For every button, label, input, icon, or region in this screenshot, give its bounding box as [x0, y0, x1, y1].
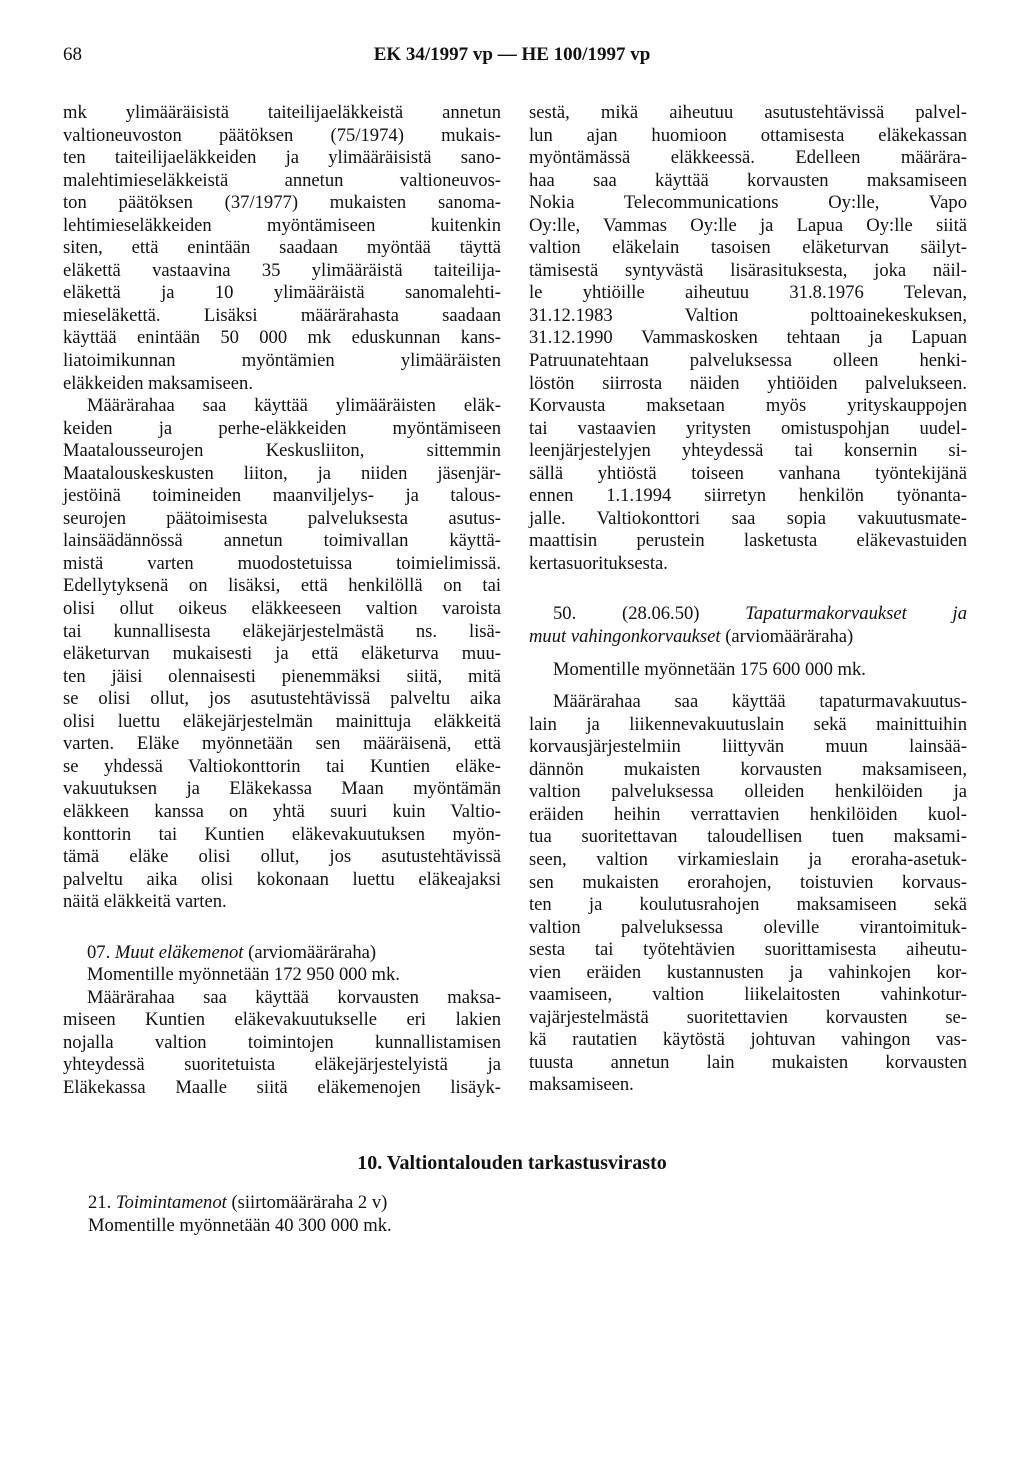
text-line: le yhtiöille aiheutuu 31.8.1976 Televan,	[529, 282, 967, 304]
text-line: tuusta annetun lain mukaisten korvausten	[529, 1051, 967, 1073]
item-title: Tapaturmakorvaukset ja	[745, 603, 967, 625]
text-line: 31.12.1983 Valtion polttoainekeskuksen,	[529, 304, 967, 326]
running-title: EK 34/1997 vp — HE 100/1997 vp	[373, 44, 651, 65]
text-line: lun ajan huomioon ottamisesta eläkekassan	[529, 124, 967, 146]
text-line: ton päätöksen (37/1977) mukaisten sanoma-	[63, 192, 501, 214]
text-line: se yhdessä Valtiokonttorin tai Kuntien eläke-	[63, 755, 501, 777]
text-line: lain ja liikennevakuutuslain sekä mainittuihin	[529, 713, 967, 735]
text-line: leenjärjestelyjen yhteydessä tai konsernin si-	[529, 440, 967, 462]
item-code: (28.06.50)	[622, 603, 700, 625]
text-line: seurojen päätoimisesta palveluksesta asutus-	[63, 507, 501, 529]
paragraph-gap	[63, 914, 501, 942]
text-line: mistä varten muodostetuissa toimielimissä.	[63, 552, 501, 574]
text-line: jestöinä toimineiden maanviljelys- ja talous-	[63, 485, 501, 507]
text-line: Korvausta maksetaan myös yrityskauppojen	[529, 395, 967, 417]
text-line: 31.12.1990 Vammaskosken tehtaan ja Lapuan	[529, 327, 967, 349]
text-line: lehtimieseläkkeiden myöntämiseen kuitenkin	[63, 214, 501, 236]
section-heading: 10. Valtiontalouden tarkastusvirasto	[357, 1152, 667, 1174]
text-line: tua suoritettavan taloudellisen tuen maksami-	[529, 826, 967, 848]
text-line: Oy:lle, Vammas Oy:lle ja Lapua Oy:lle siitä	[529, 214, 967, 236]
text-line: vien eräiden kustannusten ja vahinkojen kor-	[529, 961, 967, 983]
text-line: nojalla valtion toimintojen kunnallistamisen	[63, 1031, 501, 1053]
paragraph-gap	[529, 681, 967, 691]
item-number: 21.	[88, 1192, 112, 1213]
item-title: Muut eläkemenot	[114, 941, 244, 963]
text-line: palveltu aika olisi kokonaan luettu eläkeajaksi	[63, 868, 501, 890]
text-line: keiden ja perhe-eläkkeiden myöntämiseen	[63, 417, 501, 439]
text-line: vaamiseen, valtion liikelaitosten vahinkotur-	[529, 984, 967, 1006]
item-appropriation: Momentille myönnetään 40 300 000 mk.	[88, 1214, 392, 1236]
text-line: malehtimieseläkkeistä annetun valtioneuvos-	[63, 169, 501, 191]
text-line: valtion palveluksessa olleiden henkilöiden ja	[529, 781, 967, 803]
text-line: dännön mukaisten korvausten maksamiseen,	[529, 758, 967, 780]
text-line: tämä eläke olisi ollut, jos asutustehtävissä	[63, 846, 501, 868]
text-line: Määrärahaa saa käyttää ylimääräisten eläk-	[87, 395, 501, 417]
item-heading-line	[529, 626, 967, 649]
text-line: Määrärahaa saa käyttää korvausten maksa-	[87, 986, 501, 1008]
text-line: kä rautatien käytöstä johtuvan vahingon vas-	[529, 1029, 967, 1051]
item-number: 07.	[87, 941, 111, 963]
text-line: olisi luettu eläkejärjestelmän mainittuja eläkkeitä	[63, 710, 501, 732]
text-line: mk ylimääräisistä taiteilijaeläkkeistä annetun	[63, 102, 501, 123]
text-line: Momentille myönnetään 172 950 000 mk.	[87, 964, 400, 986]
text-line: Maatalousseurojen Keskusliiton, sittemmin	[63, 440, 501, 462]
text-line: Maatalouskeskusten liiton, ja niiden jäsenjär-	[63, 462, 501, 484]
text-line: myöntämässä eläkkeessä. Edelleen määrära-	[529, 147, 967, 169]
text-line: haa saa käyttää korvausten maksamiseen	[529, 169, 967, 191]
text-line: vajärjestelmästä suoritettavien korvausten se-	[529, 1006, 967, 1028]
text-line: korvausjärjestelmiin liittyvän muun lainsää-	[529, 736, 967, 758]
text-line: eläketurvan mukaisesti ja että eläketurva muu-	[63, 643, 501, 665]
item-type: (siirtomääräraha 2 v)	[231, 1192, 388, 1213]
page-header	[0, 44, 1024, 74]
left-column	[63, 102, 501, 1100]
text-line: ten jäisi olennaisesti pienemmäksi siitä, mitä	[63, 665, 501, 687]
paragraph-gap	[529, 575, 967, 603]
text-line: ten taiteilijaeläkkeiden ja ylimääräisistä sano-	[63, 147, 501, 169]
text-line: siten, että enintään saadaan myöntää täyttä	[63, 237, 501, 259]
text-line: käyttää enintään 50 000 mk eduskunnan kans-	[63, 327, 501, 349]
text-line: Eläkekassa Maalle siitä eläkemenojen lisäyk-	[63, 1076, 501, 1098]
text-line: miseen Kuntien eläkevakuutukselle eri lakien	[63, 1009, 501, 1031]
appropriation-item-21	[88, 1192, 392, 1237]
text-line: yhteydessä suoritetuista eläkejärjestelyistä ja	[63, 1054, 501, 1076]
text-line: ennen 1.1.1994 siirretyn henkilön työnanta-	[529, 485, 967, 507]
text-line: eläkkeiden maksamiseen.	[63, 372, 253, 394]
text-line: tai kunnallisesta eläkejärjestelmästä ns. lisä-	[63, 620, 501, 642]
item-number: 50.	[553, 603, 577, 625]
text-line: löstön siirrosta näiden yhtiöiden palvelukseen.	[529, 372, 967, 394]
text-line: eläkettä vastaavina 35 ylimääräistä taiteilija-	[63, 259, 501, 281]
text-line: konttorin tai Kuntien eläkevakuutuksen myön-	[63, 823, 501, 845]
text-line: Momentille myönnetään 175 600 000 mk.	[553, 658, 866, 680]
text-line: kertasuorituksesta.	[529, 552, 668, 574]
text-line: jalle. Valtiokonttori saa sopia vakuutusmate-	[529, 507, 967, 529]
paragraph-gap	[529, 649, 967, 659]
text-line: valtion palveluksessa oleville virantoimituk-	[529, 916, 967, 938]
text-line: olisi ollut oikeus eläkkeeseen valtion varoista	[63, 598, 501, 620]
text-line: sällä yhtiöstä toiseen vanhana työntekijänä	[529, 462, 967, 484]
text-line: tämisestä syntyvästä lisärasituksesta, joka näil-	[529, 259, 967, 281]
text-line: Määrärahaa saa käyttää tapaturmavakuutus-	[553, 691, 967, 713]
text-line: Patruunatehtaan palveluksessa olleen henki-	[529, 350, 967, 372]
text-line: sen mukaisten erorahojen, toistuvien korvaus-	[529, 871, 967, 893]
text-line: seen, valtion virkamieslain ja eroraha-asetuk-	[529, 848, 967, 870]
item-heading-line	[529, 603, 967, 626]
text-line: näitä eläkkeitä varten.	[63, 891, 227, 913]
text-line: tai vastaavien yritysten omistuspohjan uudel-	[529, 417, 967, 439]
item-title: Toimintamenot	[115, 1192, 227, 1213]
item-type: (arviomääräraha)	[725, 626, 854, 648]
text-line: varten. Eläke myönnetään sen määräisenä, että	[63, 733, 501, 755]
item-type: (arviomääräraha)	[248, 941, 377, 963]
text-line: liatoimikunnan myöntämien ylimääräisten	[63, 350, 501, 372]
item-title: muut vahingonkorvaukset	[529, 626, 721, 648]
text-line: eräiden heihin verrattavien henkilöiden kuol-	[529, 803, 967, 825]
text-line: Nokia Telecommunications Oy:lle, Vapo	[529, 192, 967, 214]
right-column	[529, 102, 967, 1097]
text-line: lainsäädännössä annetun toimivallan käyttä-	[63, 530, 501, 552]
page-number: 68	[63, 44, 82, 65]
text-line: maattisin perustein lasketusta eläkevastuiden	[529, 530, 967, 552]
text-line: vakuutuksen ja Eläkekassa Maan myöntämän	[63, 778, 501, 800]
text-line: valtioneuvoston päätöksen (75/1974) mukais-	[63, 124, 501, 146]
text-line: se olisi ollut, jos asutustehtävissä palveltu aika	[63, 688, 501, 710]
text-line: ten ja koulutusrahojen maksamiseen sekä	[529, 894, 967, 916]
text-line: eläkettä ja 10 ylimääräistä sanomalehti-	[63, 282, 501, 304]
text-line: mieseläkettä. Lisäksi määrärahasta saadaan	[63, 304, 501, 326]
item-heading	[88, 1192, 392, 1215]
item-heading-line	[63, 942, 501, 965]
text-line: eläkkeen kanssa on yhtä suuri kuin Valtio-	[63, 800, 501, 822]
text-line: sestä, mikä aiheutuu asutustehtävissä palvel-	[529, 102, 967, 123]
text-line: sesta tai työtehtävien suorittamisesta aiheutu-	[529, 939, 967, 961]
text-line: valtion eläkelain tasoisen eläketurvan säilyt-	[529, 237, 967, 259]
text-line: Edellytyksenä on lisäksi, että henkilöllä on tai	[63, 575, 501, 597]
text-line: maksamiseen.	[529, 1074, 634, 1096]
